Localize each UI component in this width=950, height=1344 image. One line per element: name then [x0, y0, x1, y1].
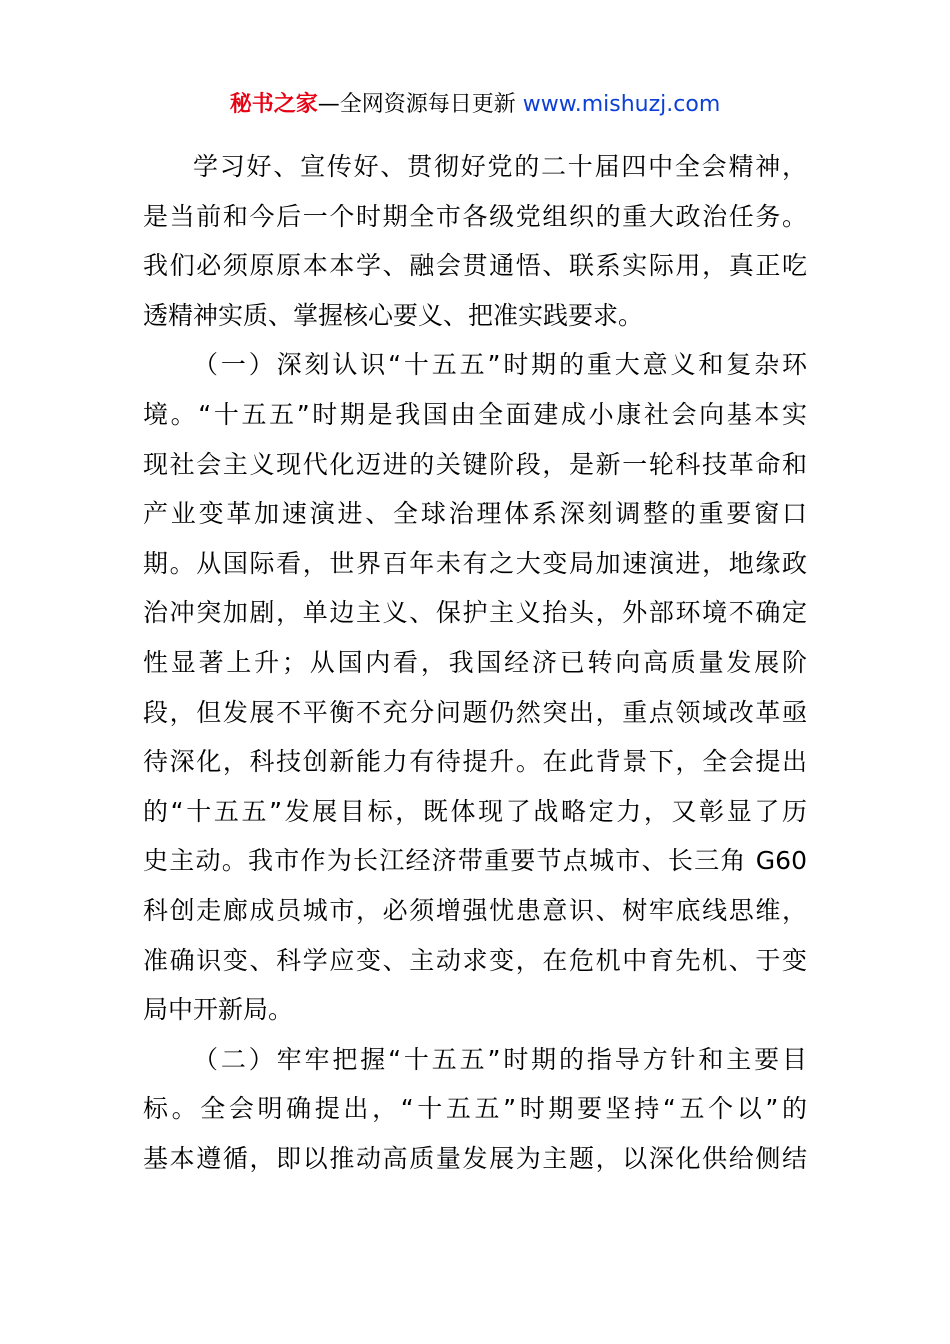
site-url[interactable]: www.mishuzj.com — [522, 92, 721, 117]
text-line: 基本遵循，即以推动高质量发展为主题，以深化供给侧结 — [143, 1143, 807, 1173]
text-line: 标。全会明确提出，“十五五”时期要坚持“五个以”的 — [143, 1094, 807, 1124]
text-line: 科创走廊成员城市，必须增强忧患意识、树牢底线思维， — [143, 895, 807, 925]
document-body — [143, 142, 807, 1183]
text-line: 学习好、宣传好、贯彻好党的二十届四中全会精神， — [193, 152, 807, 181]
text-line: 准确识变、科学应变、主动求变，在危机中育先机、于变 — [143, 945, 807, 975]
text-line: 是当前和今后一个时期全市各级党组织的重大政治任务。 — [143, 201, 807, 231]
text-line: 期。从国际看，世界百年未有之大变局加速演进，地缘政 — [143, 548, 807, 578]
page-header — [0, 88, 950, 122]
text-line: 产业变革加速演进、全球治理体系深刻调整的重要窗口 — [143, 499, 807, 529]
text-line: 性显著上升；从国内看，我国经济已转向高质量发展阶 — [143, 647, 807, 677]
text-line: 境。“十五五”时期是我国由全面建成小康社会向基本实 — [143, 399, 807, 429]
section-heading-line: （二）牢牢把握“十五五”时期的指导方针和主要目 — [193, 1044, 807, 1074]
text-line: 治冲突加剧，单边主义、保护主义抬头，外部环境不确定 — [143, 598, 807, 628]
header-tagline: —全网资源每日更新 — [317, 92, 523, 117]
text-line: 我们必须原原本本学、融会贯通悟、联系实际用，真正吃 — [143, 251, 807, 281]
text-line: 现社会主义现代化迈进的关键阶段，是新一轮科技革命和 — [143, 449, 807, 479]
text-line: 的“十五五”发展目标，既体现了战略定力，又彰显了历 — [143, 796, 807, 826]
text-line: 史主动。我市作为长江经济带重要节点城市、长三角 G60 — [143, 846, 807, 876]
text-line: 待深化，科技创新能力有待提升。在此背景下，全会提出 — [143, 747, 807, 777]
section-heading-line: （一）深刻认识“十五五”时期的重大意义和复杂环 — [193, 350, 807, 380]
brand-name: 秘书之家 — [229, 92, 318, 117]
text-line: 透精神实质、掌握核心要义、把准实践要求。 — [143, 300, 644, 330]
text-line: 段，但发展不平衡不充分问题仍然突出，重点领域改革亟 — [143, 697, 807, 727]
text-line: 局中开新局。 — [143, 995, 294, 1025]
